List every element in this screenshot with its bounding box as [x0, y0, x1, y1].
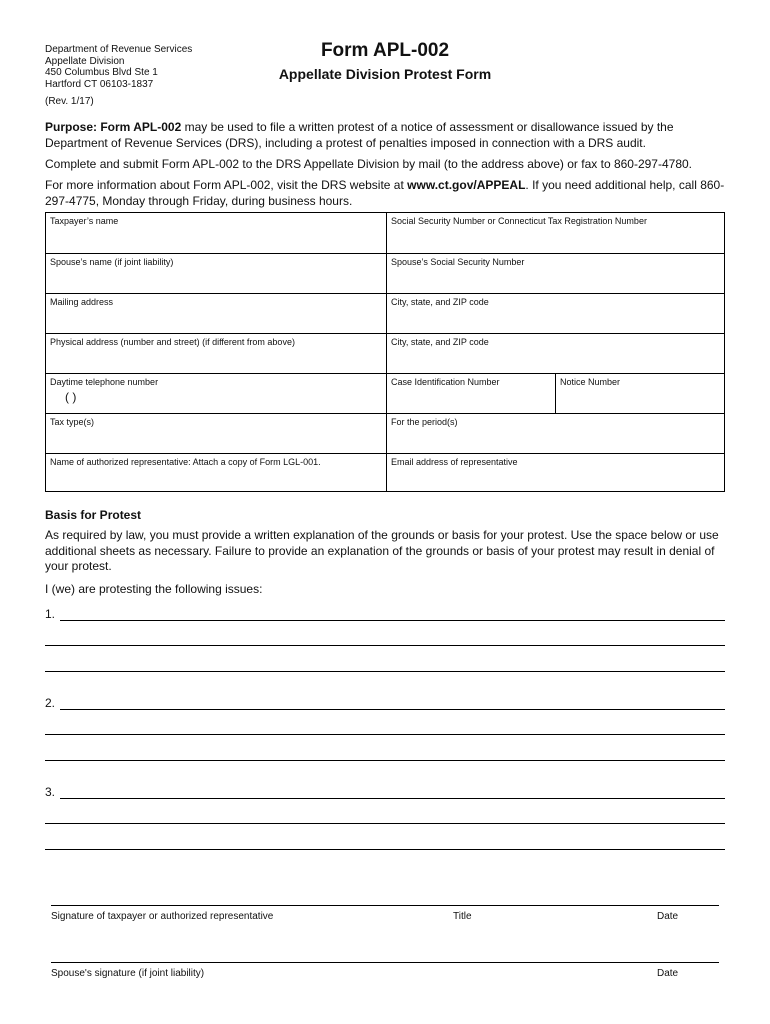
agency-line: Hartford CT 06103-1837	[45, 78, 154, 90]
periods-field[interactable]: For the period(s)	[387, 413, 724, 453]
title-label: Title	[453, 911, 472, 922]
issue-3-line[interactable]	[45, 823, 725, 824]
issue-3-line[interactable]	[45, 849, 725, 850]
issue-1-line[interactable]	[45, 671, 725, 672]
tax-types-field[interactable]: Tax type(s)	[46, 413, 386, 453]
daytime-phone-field[interactable]: Daytime telephone number	[46, 373, 386, 413]
spouse-signature-label: Spouse's signature (if joint liability)	[51, 968, 205, 979]
issue-1-line[interactable]	[60, 620, 725, 621]
ssn-or-registration-field[interactable]: Social Security Number or Connecticut Tax Registration Number	[391, 216, 647, 226]
info-text-after: . If you need additional help, call 860-297-4775, Monday through Friday, during business hours.	[45, 178, 725, 208]
date-label: Date	[657, 968, 679, 979]
agency-line: 450 Columbus Blvd Ste 1	[45, 67, 158, 78]
issue-3-line[interactable]	[60, 798, 725, 799]
spouse-ssn-field[interactable]: Spouse’s Social Security Number	[387, 253, 724, 293]
issue-2-line[interactable]	[45, 734, 725, 735]
representative-email-field[interactable]: Email address of representative	[387, 453, 724, 491]
purpose-paragraph	[45, 120, 727, 151]
form-title: Form APL-002	[320, 40, 450, 61]
taxpayer-name-field[interactable]: Taxpayer’s name	[50, 216, 119, 226]
info-paragraph	[45, 178, 727, 209]
physical-address-field[interactable]: Physical address (number and street) (if different from above)	[46, 333, 386, 373]
issue-number: 1.	[45, 607, 56, 621]
issue-number: 2.	[45, 696, 56, 710]
info-text: For more information about Form APL-002, visit the DRS website at	[45, 178, 408, 192]
purpose-label: Purpose: Form APL-002	[45, 120, 182, 134]
date-label: Date	[657, 911, 679, 922]
protesting-label: I (we) are protesting the following issues:	[45, 582, 263, 596]
agency-line: Appellate Division	[45, 55, 125, 67]
mailing-city-state-zip-field[interactable]: City, state, and ZIP code	[387, 293, 724, 333]
notice-number-field[interactable]: Notice Number	[556, 373, 724, 413]
agency-address	[45, 44, 192, 90]
taxpayer-info-grid	[45, 212, 725, 492]
issue-1-line[interactable]	[45, 645, 725, 646]
drs-website-link[interactable]: www.ct.gov/APPEAL	[407, 178, 526, 192]
issue-number: 3.	[45, 785, 56, 799]
mailing-address-field[interactable]: Mailing address	[46, 293, 386, 333]
case-id-field[interactable]: Case Identification Number	[387, 373, 555, 413]
representative-name-field[interactable]: Name of authorized representative: Attach a copy of Form LGL-001.	[46, 453, 386, 491]
physical-city-state-zip-field[interactable]: City, state, and ZIP code	[387, 333, 724, 373]
basis-heading: Basis for Protest	[45, 508, 142, 522]
phone-area-code-parens: ( )	[65, 390, 77, 404]
basis-instructions: As required by law, you must provide a written explanation of the grounds or basis for your protest. Use the space below or use additional sheets as necessary. Failure to provide an explanation of the grounds or basis of your protest may result in denial of your protest.	[45, 528, 719, 573]
submit-paragraph: Complete and submit Form APL-002 to the DRS Appellate Division by mail (to the address above) or fax to 860-297-4780.	[45, 157, 693, 171]
taxpayer-signature-line[interactable]	[51, 905, 719, 906]
taxpayer-signature-label: Signature of taxpayer or authorized representative	[51, 911, 274, 922]
purpose-text: may be used to file a written protest of a notice of assessment or disallowance issued by the Department of Revenue Services (DRS), including a protest of penalties imposed in connection with a DRS audit.	[45, 120, 674, 150]
issue-2-line[interactable]	[60, 709, 725, 710]
form-subtitle: Appellate Division Protest Form	[278, 66, 492, 82]
revision-date: (Rev. 1/17)	[45, 96, 94, 107]
issue-2-line[interactable]	[45, 760, 725, 761]
spouse-name-field[interactable]: Spouse’s name (if joint liability)	[46, 253, 386, 293]
agency-line: Department of Revenue Services	[45, 44, 193, 55]
spouse-signature-line[interactable]	[51, 962, 719, 963]
